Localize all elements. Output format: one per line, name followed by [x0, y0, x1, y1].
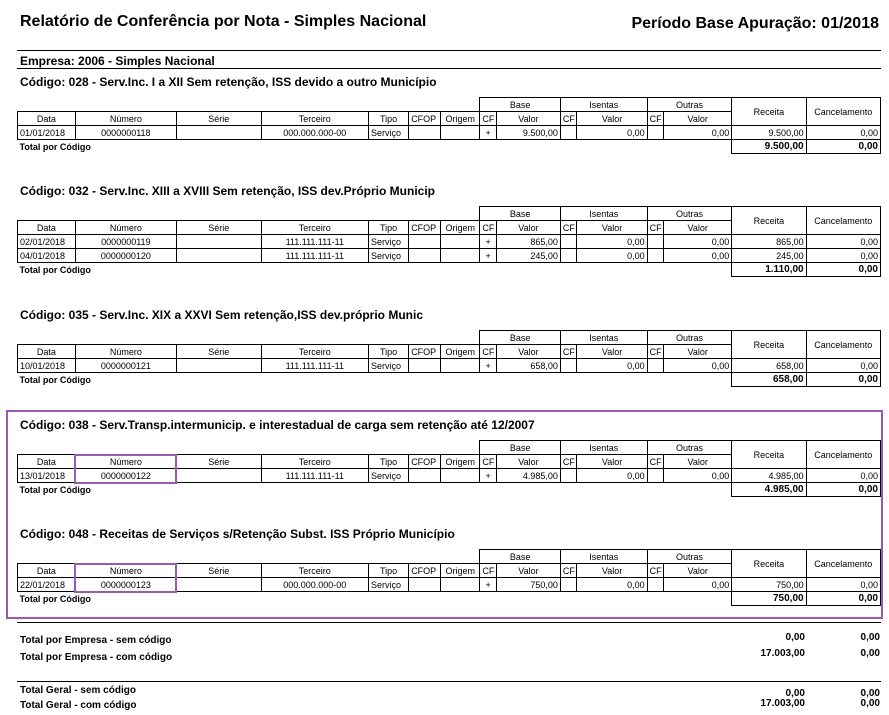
column-header: CF — [647, 221, 664, 235]
header-receita: Receita — [732, 207, 806, 235]
cell-cf-isentas — [560, 235, 577, 249]
header-base: Base — [480, 441, 561, 455]
column-header: CF — [560, 345, 577, 359]
cell-outras-valor: 0,00 — [664, 126, 732, 140]
total-cancelamento: 0,00 — [806, 263, 880, 277]
column-header: Valor — [664, 221, 732, 235]
total-row — [18, 483, 881, 497]
cell-tipo: Serviço — [368, 578, 408, 592]
total-receita: 658,00 — [732, 373, 806, 387]
cell-tipo: Serviço — [368, 249, 408, 263]
header-receita: Receita — [732, 550, 806, 578]
cell-isentas-valor: 0,00 — [577, 235, 647, 249]
cell-numero: 0000000121 — [75, 359, 176, 373]
cell-cancelamento: 0,00 — [806, 249, 880, 263]
cell-cf-outras — [647, 359, 664, 373]
section-table — [17, 97, 881, 154]
cell-receita: 245,00 — [732, 249, 806, 263]
cell-cf-outras — [647, 126, 664, 140]
total-geral-com-receita: 17.003,00 — [760, 698, 805, 709]
column-header: Tipo — [368, 345, 408, 359]
header-spacer — [18, 550, 480, 564]
cell-cfop — [409, 249, 441, 263]
column-header: CF — [647, 112, 664, 126]
column-header: Tipo — [368, 112, 408, 126]
cell-origem — [441, 359, 480, 373]
header-spacer — [18, 98, 480, 112]
table-row[interactable] — [18, 126, 881, 140]
cell-receita: 9.500,00 — [732, 126, 806, 140]
cell-terceiro: 111.111.111-11 — [261, 235, 368, 249]
cell-numero: 0000000118 — [75, 126, 176, 140]
cell-receita: 658,00 — [732, 359, 806, 373]
total-row — [18, 263, 881, 277]
column-header: CF — [480, 564, 497, 578]
total-geral-sem-receita: 0,00 — [785, 688, 805, 699]
cell-data: 22/01/2018 — [18, 578, 76, 592]
header-base: Base — [480, 331, 561, 345]
header-receita: Receita — [732, 331, 806, 359]
column-header: CF — [560, 112, 577, 126]
table-row[interactable] — [18, 578, 881, 592]
column-header: Valor — [664, 112, 732, 126]
cell-cf: + — [480, 249, 497, 263]
column-header: Data — [18, 455, 76, 469]
total-codigo-label: Total por Código — [18, 592, 732, 606]
column-header: Valor — [577, 112, 647, 126]
column-header: Série — [176, 455, 261, 469]
column-header: CF — [647, 455, 664, 469]
cell-base-valor: 658,00 — [496, 359, 560, 373]
cell-base-valor: 245,00 — [496, 249, 560, 263]
cell-isentas-valor: 0,00 — [577, 359, 647, 373]
column-header: CFOP — [409, 221, 441, 235]
header-receita: Receita — [732, 441, 806, 469]
column-header: Data — [18, 564, 76, 578]
header-isentas: Isentas — [560, 441, 647, 455]
cell-numero: 0000000120 — [75, 249, 176, 263]
section-table — [17, 549, 881, 606]
header-isentas: Isentas — [560, 331, 647, 345]
cell-origem — [441, 235, 480, 249]
total-geral-sem-cancel: 0,00 — [860, 688, 880, 699]
column-header: Série — [176, 112, 261, 126]
cell-isentas-valor: 0,00 — [577, 469, 647, 483]
section-title: Código: 048 - Receitas de Serviços s/Retenção Subst. ISS Próprio Município — [20, 527, 455, 541]
header-outras: Outras — [647, 550, 732, 564]
header-receita: Receita — [732, 98, 806, 126]
column-header: Valor — [496, 221, 560, 235]
divider — [17, 68, 881, 69]
cell-data: 04/01/2018 — [18, 249, 76, 263]
column-header: Origem — [441, 564, 480, 578]
column-header: CFOP — [409, 345, 441, 359]
cell-cf: + — [480, 359, 497, 373]
header-base: Base — [480, 98, 561, 112]
total-empresa-com-cancel: 0,00 — [860, 648, 880, 659]
table-row[interactable] — [18, 235, 881, 249]
header-base: Base — [480, 550, 561, 564]
cell-tipo: Serviço — [368, 235, 408, 249]
cell-origem — [441, 126, 480, 140]
cell-base-valor: 9.500,00 — [496, 126, 560, 140]
column-header: Valor — [496, 345, 560, 359]
cell-numero: 0000000119 — [75, 235, 176, 249]
column-header: Valor — [577, 564, 647, 578]
cell-base-valor: 4.985,00 — [496, 469, 560, 483]
total-cancelamento: 0,00 — [806, 483, 880, 497]
column-header: Valor — [664, 455, 732, 469]
cell-isentas-valor: 0,00 — [577, 578, 647, 592]
cell-outras-valor: 0,00 — [664, 469, 732, 483]
column-header: Tipo — [368, 455, 408, 469]
column-header: Número — [75, 455, 176, 469]
cell-numero: 0000000122 — [75, 469, 176, 483]
total-row — [18, 592, 881, 606]
report-title: Relatório de Conferência por Nota - Simples Nacional — [20, 13, 427, 30]
column-header: CF — [480, 345, 497, 359]
column-header: Número — [75, 564, 176, 578]
cell-cf-isentas — [560, 469, 577, 483]
total-geral-com-label: Total Geral - com código — [20, 700, 137, 711]
column-header: Origem — [441, 345, 480, 359]
header-base: Base — [480, 207, 561, 221]
cell-cfop — [409, 359, 441, 373]
section-title: Código: 032 - Serv.Inc. XIII a XVIII Sem retenção, ISS dev.Próprio Municip — [20, 184, 435, 198]
header-cancelamento: Cancelamento — [806, 98, 880, 126]
cell-serie — [176, 126, 261, 140]
cell-cancelamento: 0,00 — [806, 126, 880, 140]
header-cancelamento: Cancelamento — [806, 550, 880, 578]
cell-cancelamento: 0,00 — [806, 469, 880, 483]
total-cancelamento: 0,00 — [806, 373, 880, 387]
column-header: CFOP — [409, 112, 441, 126]
report-period: Período Base Apuração: 01/2018 — [631, 15, 879, 32]
cell-serie — [176, 249, 261, 263]
cell-cancelamento: 0,00 — [806, 235, 880, 249]
cell-cf-isentas — [560, 578, 577, 592]
cell-cf-isentas — [560, 249, 577, 263]
cell-isentas-valor: 0,00 — [577, 126, 647, 140]
column-header: Tipo — [368, 221, 408, 235]
table-row[interactable] — [18, 249, 881, 263]
cell-terceiro: 111.111.111-11 — [261, 359, 368, 373]
header-isentas: Isentas — [560, 98, 647, 112]
column-header: CFOP — [409, 564, 441, 578]
divider — [17, 50, 881, 51]
cell-tipo: Serviço — [368, 359, 408, 373]
cell-data: 02/01/2018 — [18, 235, 76, 249]
cell-cfop — [409, 469, 441, 483]
cell-outras-valor: 0,00 — [664, 235, 732, 249]
cell-origem — [441, 469, 480, 483]
column-header: Valor — [496, 455, 560, 469]
cell-outras-valor: 0,00 — [664, 249, 732, 263]
column-header: CF — [647, 564, 664, 578]
cell-cf-isentas — [560, 126, 577, 140]
cell-tipo: Serviço — [368, 126, 408, 140]
column-header: Data — [18, 112, 76, 126]
column-header: Valor — [577, 221, 647, 235]
column-header: CF — [647, 345, 664, 359]
column-header: Terceiro — [261, 455, 368, 469]
total-codigo-label: Total por Código — [18, 373, 732, 387]
column-header: Origem — [441, 221, 480, 235]
cell-base-valor: 865,00 — [496, 235, 560, 249]
column-header: CF — [480, 112, 497, 126]
total-row — [18, 373, 881, 387]
cell-receita: 865,00 — [732, 235, 806, 249]
cell-numero: 0000000123 — [75, 578, 176, 592]
total-cancelamento: 0,00 — [806, 592, 880, 606]
header-cancelamento: Cancelamento — [806, 441, 880, 469]
cell-cf-isentas — [560, 359, 577, 373]
column-header: Origem — [441, 112, 480, 126]
header-outras: Outras — [647, 441, 732, 455]
total-empresa-sem-label: Total por Empresa - sem código — [20, 635, 172, 646]
column-header: Terceiro — [261, 221, 368, 235]
cell-receita: 4.985,00 — [732, 469, 806, 483]
total-empresa-sem-receita: 0,00 — [785, 632, 805, 643]
header-cancelamento: Cancelamento — [806, 331, 880, 359]
cell-data: 01/01/2018 — [18, 126, 76, 140]
column-header: CF — [480, 221, 497, 235]
cell-cf: + — [480, 469, 497, 483]
cell-terceiro: 111.111.111-11 — [261, 249, 368, 263]
cell-cancelamento: 0,00 — [806, 359, 880, 373]
cell-cf-outras — [647, 469, 664, 483]
column-header: Terceiro — [261, 112, 368, 126]
cell-serie — [176, 235, 261, 249]
total-codigo-label: Total por Código — [18, 140, 732, 154]
divider — [17, 681, 881, 682]
total-empresa-sem-cancel: 0,00 — [860, 632, 880, 643]
cell-cf-outras — [647, 249, 664, 263]
header-spacer — [18, 207, 480, 221]
header-cancelamento: Cancelamento — [806, 207, 880, 235]
cell-cfop — [409, 235, 441, 249]
cell-cf: + — [480, 578, 497, 592]
cell-data: 13/01/2018 — [18, 469, 76, 483]
total-codigo-label: Total por Código — [18, 263, 732, 277]
header-outras: Outras — [647, 207, 732, 221]
cell-terceiro: 111.111.111-11 — [261, 469, 368, 483]
column-header: Número — [75, 221, 176, 235]
cell-cf: + — [480, 126, 497, 140]
column-header: Valor — [577, 345, 647, 359]
total-empresa-com-receita: 17.003,00 — [760, 648, 805, 659]
column-header: Valor — [577, 455, 647, 469]
header-spacer — [18, 331, 480, 345]
cell-terceiro: 000.000.000-00 — [261, 578, 368, 592]
total-row — [18, 140, 881, 154]
total-geral-sem-label: Total Geral - sem código — [20, 685, 136, 696]
column-header: Série — [176, 221, 261, 235]
header-isentas: Isentas — [560, 207, 647, 221]
cell-base-valor: 750,00 — [496, 578, 560, 592]
section-title: Código: 038 - Serv.Transp.intermunicip. e interestadual de carga sem retenção até 12/2007 — [20, 418, 535, 432]
column-header: CFOP — [409, 455, 441, 469]
table-row[interactable] — [18, 359, 881, 373]
section-title: Código: 028 - Serv.Inc. I a XII Sem retenção, ISS devido a outro Município — [20, 75, 437, 89]
section-title: Código: 035 - Serv.Inc. XIX a XXVI Sem retenção,ISS dev.próprio Munic — [20, 308, 423, 322]
cell-outras-valor: 0,00 — [664, 578, 732, 592]
cell-isentas-valor: 0,00 — [577, 249, 647, 263]
total-receita: 4.985,00 — [732, 483, 806, 497]
cell-receita: 750,00 — [732, 578, 806, 592]
cell-cf-outras — [647, 578, 664, 592]
cell-serie — [176, 469, 261, 483]
header-outras: Outras — [647, 331, 732, 345]
cell-origem — [441, 249, 480, 263]
column-header: CF — [560, 221, 577, 235]
column-header: Tipo — [368, 564, 408, 578]
total-empresa-com-label: Total por Empresa - com código — [20, 652, 173, 663]
column-header: Terceiro — [261, 345, 368, 359]
cell-data: 10/01/2018 — [18, 359, 76, 373]
cell-cfop — [409, 578, 441, 592]
total-receita: 9.500,00 — [732, 140, 806, 154]
column-header: Número — [75, 345, 176, 359]
column-header: CF — [480, 455, 497, 469]
total-geral-com-cancel: 0,00 — [860, 698, 880, 709]
cell-terceiro: 000.000.000-00 — [261, 126, 368, 140]
empresa-label: Empresa: 2006 - Simples Nacional — [20, 54, 215, 68]
column-header: Valor — [664, 345, 732, 359]
total-receita: 750,00 — [732, 592, 806, 606]
cell-cf-outras — [647, 235, 664, 249]
section-table — [17, 330, 881, 387]
total-receita: 1.110,00 — [732, 263, 806, 277]
column-header: Valor — [496, 564, 560, 578]
column-header: Data — [18, 221, 76, 235]
cell-cf: + — [480, 235, 497, 249]
header-isentas: Isentas — [560, 550, 647, 564]
column-header: Série — [176, 345, 261, 359]
cell-serie — [176, 578, 261, 592]
column-header: Valor — [664, 564, 732, 578]
header-spacer — [18, 441, 480, 455]
cell-cfop — [409, 126, 441, 140]
total-codigo-label: Total por Código — [18, 483, 732, 497]
column-header: Valor — [496, 112, 560, 126]
cell-cancelamento: 0,00 — [806, 578, 880, 592]
divider — [17, 622, 881, 623]
column-header: Série — [176, 564, 261, 578]
section-table — [17, 206, 881, 277]
column-header: CF — [560, 455, 577, 469]
cell-outras-valor: 0,00 — [664, 359, 732, 373]
column-header: Terceiro — [261, 564, 368, 578]
cell-serie — [176, 359, 261, 373]
total-cancelamento: 0,00 — [806, 140, 880, 154]
column-header: Data — [18, 345, 76, 359]
column-header: Número — [75, 112, 176, 126]
section-table — [17, 440, 881, 497]
column-header: CF — [560, 564, 577, 578]
cell-tipo: Serviço — [368, 469, 408, 483]
table-row[interactable] — [18, 469, 881, 483]
column-header: Origem — [441, 455, 480, 469]
header-outras: Outras — [647, 98, 732, 112]
cell-origem — [441, 578, 480, 592]
